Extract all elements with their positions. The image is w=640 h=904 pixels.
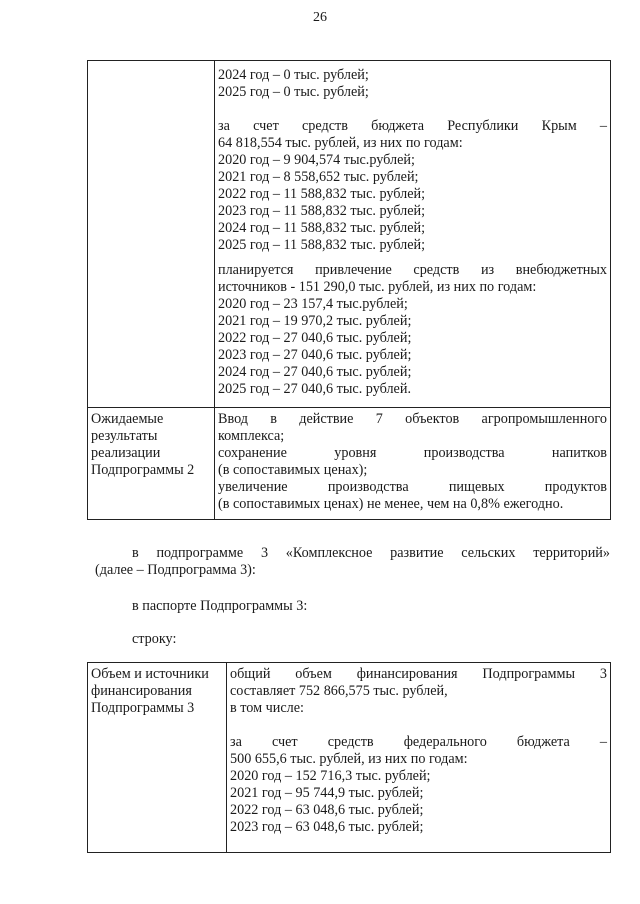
paragraph-row: строку: — [132, 631, 177, 647]
row-label-cell — [88, 408, 215, 520]
row-label: финансирования — [91, 683, 192, 699]
financing-cell — [227, 663, 611, 853]
paragraph-passport: в паспорте Подпрограммы 3: — [132, 598, 308, 614]
extrabudgetary-year: 2020 год – 23 157,4 тыс.рублей; — [218, 296, 408, 312]
financing-cell — [215, 61, 611, 408]
financing-line: 2025 год – 0 тыс. рублей; — [218, 84, 369, 100]
extrabudgetary-year: 2023 год – 27 040,6 тыс. рублей; — [218, 347, 412, 363]
row-label: реализации — [91, 445, 161, 461]
results-line: сохранение уровня производства напитков — [218, 445, 607, 461]
row-label: Подпрограммы 2 — [91, 462, 195, 478]
federal-budget-year: 2021 год – 95 744,9 тыс. рублей; — [230, 785, 424, 801]
federal-budget-year: 2020 год – 152 716,3 тыс. рублей; — [230, 768, 431, 784]
row-label-cell — [88, 663, 227, 853]
results-cell — [215, 408, 611, 520]
extrabudgetary-year: 2021 год – 19 970,2 тыс. рублей; — [218, 313, 412, 329]
federal-budget-intro: за счет средств федерального бюджета – — [230, 734, 607, 750]
results-line: комплекса; — [218, 428, 285, 444]
federal-budget-intro: 500 655,6 тыс. рублей, из них по годам: — [230, 751, 468, 767]
passport-table-subprogram-3 — [87, 662, 611, 853]
federal-budget-year: 2023 год – 63 048,6 тыс. рублей; — [230, 819, 424, 835]
crimea-budget-year: 2023 год – 11 588,832 тыс. рублей; — [218, 203, 426, 219]
results-line: (в сопоставимых ценах); — [218, 462, 368, 478]
table-row — [88, 408, 611, 520]
page-number: 26 — [313, 10, 327, 25]
financing-line: 2024 год – 0 тыс. рублей; — [218, 67, 369, 83]
extrabudgetary-intro: источников - 151 290,0 тыс. рублей, из них по годам: — [218, 279, 537, 295]
row-label: Подпрограммы 3 — [91, 700, 195, 716]
passport-table-subprogram-2 — [87, 60, 611, 520]
crimea-budget-year: 2024 год – 11 588,832 тыс. рублей; — [218, 220, 426, 236]
row-label-cell — [88, 61, 215, 408]
table-row — [88, 61, 611, 408]
paragraph-subprogram-3 — [132, 545, 610, 562]
crimea-budget-year: 2021 год – 8 558,652 тыс. рублей; — [218, 169, 419, 185]
crimea-budget-year: 2025 год – 11 588,832 тыс. рублей; — [218, 237, 426, 253]
crimea-budget-year: 2022 год – 11 588,832 тыс. рублей; — [218, 186, 426, 202]
extrabudgetary-year: 2025 год – 27 040,6 тыс. рублей. — [218, 381, 411, 397]
total-financing-line: общий объем финансирования Подпрограммы 3 — [230, 666, 607, 682]
row-label: результаты — [91, 428, 158, 444]
total-financing-line: составляет 752 866,575 тыс. рублей, — [230, 683, 448, 699]
crimea-budget-intro: за счет средств бюджета Республики Крым – — [218, 118, 607, 134]
row-label: Объем и источники — [91, 666, 209, 682]
federal-budget-year: 2022 год – 63 048,6 тыс. рублей; — [230, 802, 424, 818]
crimea-budget-intro: 64 818,554 тыс. рублей, из них по годам: — [218, 135, 463, 151]
extrabudgetary-intro: планируется привлечение средств из внебюджетных — [218, 262, 607, 278]
results-line: увеличение производства пищевых продуктов — [218, 479, 607, 495]
total-financing-line: в том числе: — [230, 700, 304, 716]
extrabudgetary-year: 2024 год – 27 040,6 тыс. рублей; — [218, 364, 412, 380]
results-line: Ввод в действие 7 объектов агропромышленного — [218, 411, 607, 427]
extrabudgetary-year: 2022 год – 27 040,6 тыс. рублей; — [218, 330, 412, 346]
row-label: Ожидаемые — [91, 411, 164, 427]
paragraph-line: (далее – Подпрограмма 3): — [95, 562, 256, 578]
table-row — [88, 663, 611, 853]
crimea-budget-year: 2020 год – 9 904,574 тыс.рублей; — [218, 152, 415, 168]
paragraph-line: в подпрограмме 3 «Комплексное развитие сельских территорий» — [132, 545, 610, 561]
results-line: (в сопоставимых ценах) не менее, чем на 0,8% ежегодно. — [218, 496, 564, 512]
